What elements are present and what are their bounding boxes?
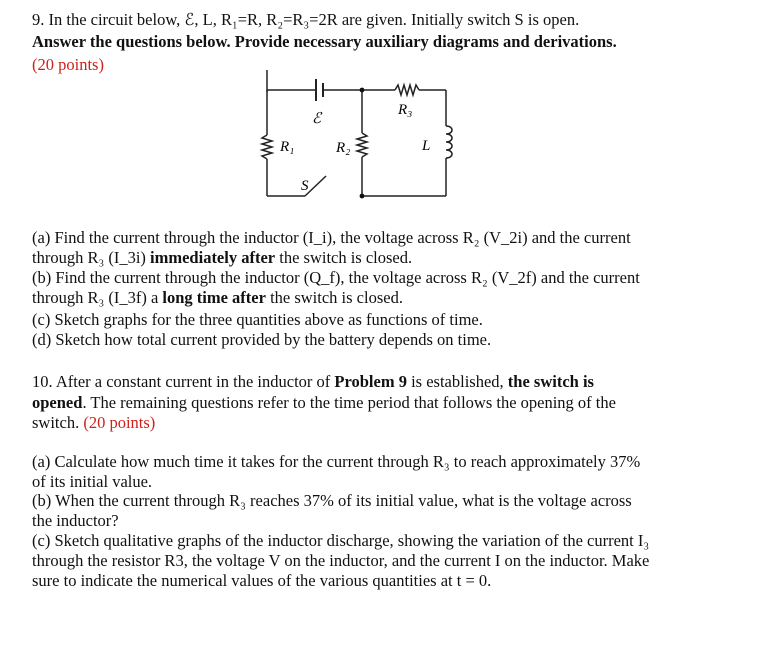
problem10-line2 bbox=[32, 393, 616, 413]
part9b-line2-pre: through R₃ (I_3f) a bbox=[32, 288, 163, 307]
problem10-opened: opened bbox=[32, 393, 83, 412]
circuit-diagram bbox=[250, 70, 470, 210]
r2-resistor bbox=[357, 133, 367, 157]
part9a-line1: (a) Find the current through the inductor (I_i), the voltage across R₂ (V_2i) and the current bbox=[32, 228, 631, 247]
part9a-line2-pre: through R₃ (I_3i) bbox=[32, 248, 151, 267]
problem9-points: (20 points) bbox=[32, 55, 104, 74]
r1-label: R₁ bbox=[280, 139, 295, 155]
part9a-line2 bbox=[32, 248, 412, 268]
part10c-line3: sure to indicate the numerical values of the various quantities at t = 0. bbox=[32, 571, 492, 590]
r3-label: R₃ bbox=[398, 102, 413, 118]
part10a-line2: of its initial value. bbox=[32, 472, 153, 491]
part9a-line2-post: the switch is closed. bbox=[275, 248, 413, 267]
problem10-line3 bbox=[32, 413, 155, 433]
part10b-line1: (b) When the current through R₃ reaches 37% of its initial value, what is the voltage across bbox=[32, 491, 632, 510]
switch-label: S bbox=[301, 178, 309, 194]
problem9-instruction bbox=[32, 32, 617, 52]
problem10-line1-mid: is established, bbox=[406, 372, 508, 391]
part10b-line2: the inductor? bbox=[32, 511, 119, 530]
part9b-emphasis: long time after bbox=[162, 288, 266, 307]
junction-bottom bbox=[360, 194, 365, 199]
part10c-line1: (c) Sketch qualitative graphs of the inductor discharge, showing the variation of the current I₃ bbox=[32, 531, 650, 550]
part9b-line2 bbox=[32, 288, 403, 308]
part9a-emphasis: immediately after bbox=[150, 248, 276, 267]
r2-label: R₂ bbox=[336, 140, 351, 156]
problem10-switch-emphasis: the switch is bbox=[507, 372, 594, 391]
junction-top bbox=[360, 88, 365, 93]
inductor-coil bbox=[446, 126, 452, 158]
part9c: (c) Sketch graphs for the three quantities above as functions of time. bbox=[32, 310, 483, 329]
inductor-label: L bbox=[422, 138, 431, 154]
part10c-line2: through the resistor R3, the voltage V on the inductor, and the current I on the inductor. Make bbox=[32, 551, 650, 570]
problem10-switch-word: switch. bbox=[32, 413, 80, 432]
r3-resistor bbox=[395, 85, 419, 95]
problem10-ref: Problem 9 bbox=[334, 372, 407, 391]
r1-resistor bbox=[262, 135, 272, 159]
part9d: (d) Sketch how total current provided by the battery depends on time. bbox=[32, 330, 492, 349]
part9b-line1: (b) Find the current through the inductor (Q_f), the voltage across R₂ (V_2f) and the current bbox=[32, 268, 640, 287]
part9b-line2-post: the switch is closed. bbox=[265, 288, 403, 307]
problem10-line1 bbox=[32, 372, 594, 392]
problem9-instruction-text: Answer the questions below. Provide necessary auxiliary diagrams and derivations. bbox=[32, 32, 617, 51]
emf-label: ℰ bbox=[312, 111, 322, 127]
problem10-line1-pre: 10. After a constant current in the inductor of bbox=[32, 372, 335, 391]
problem9-header: 9. In the circuit below, ℰ, L, R₁=R, R₂=R₃=2R are given. Initially switch S is open. bbox=[32, 10, 580, 29]
problem10-points: (20 points) bbox=[83, 413, 156, 432]
problem10-line2-post: . The remaining questions refer to the time period that follows the opening of the bbox=[82, 393, 616, 412]
part10a-line1: (a) Calculate how much time it takes for the current through R₃ to reach approximately 37% bbox=[32, 452, 641, 471]
